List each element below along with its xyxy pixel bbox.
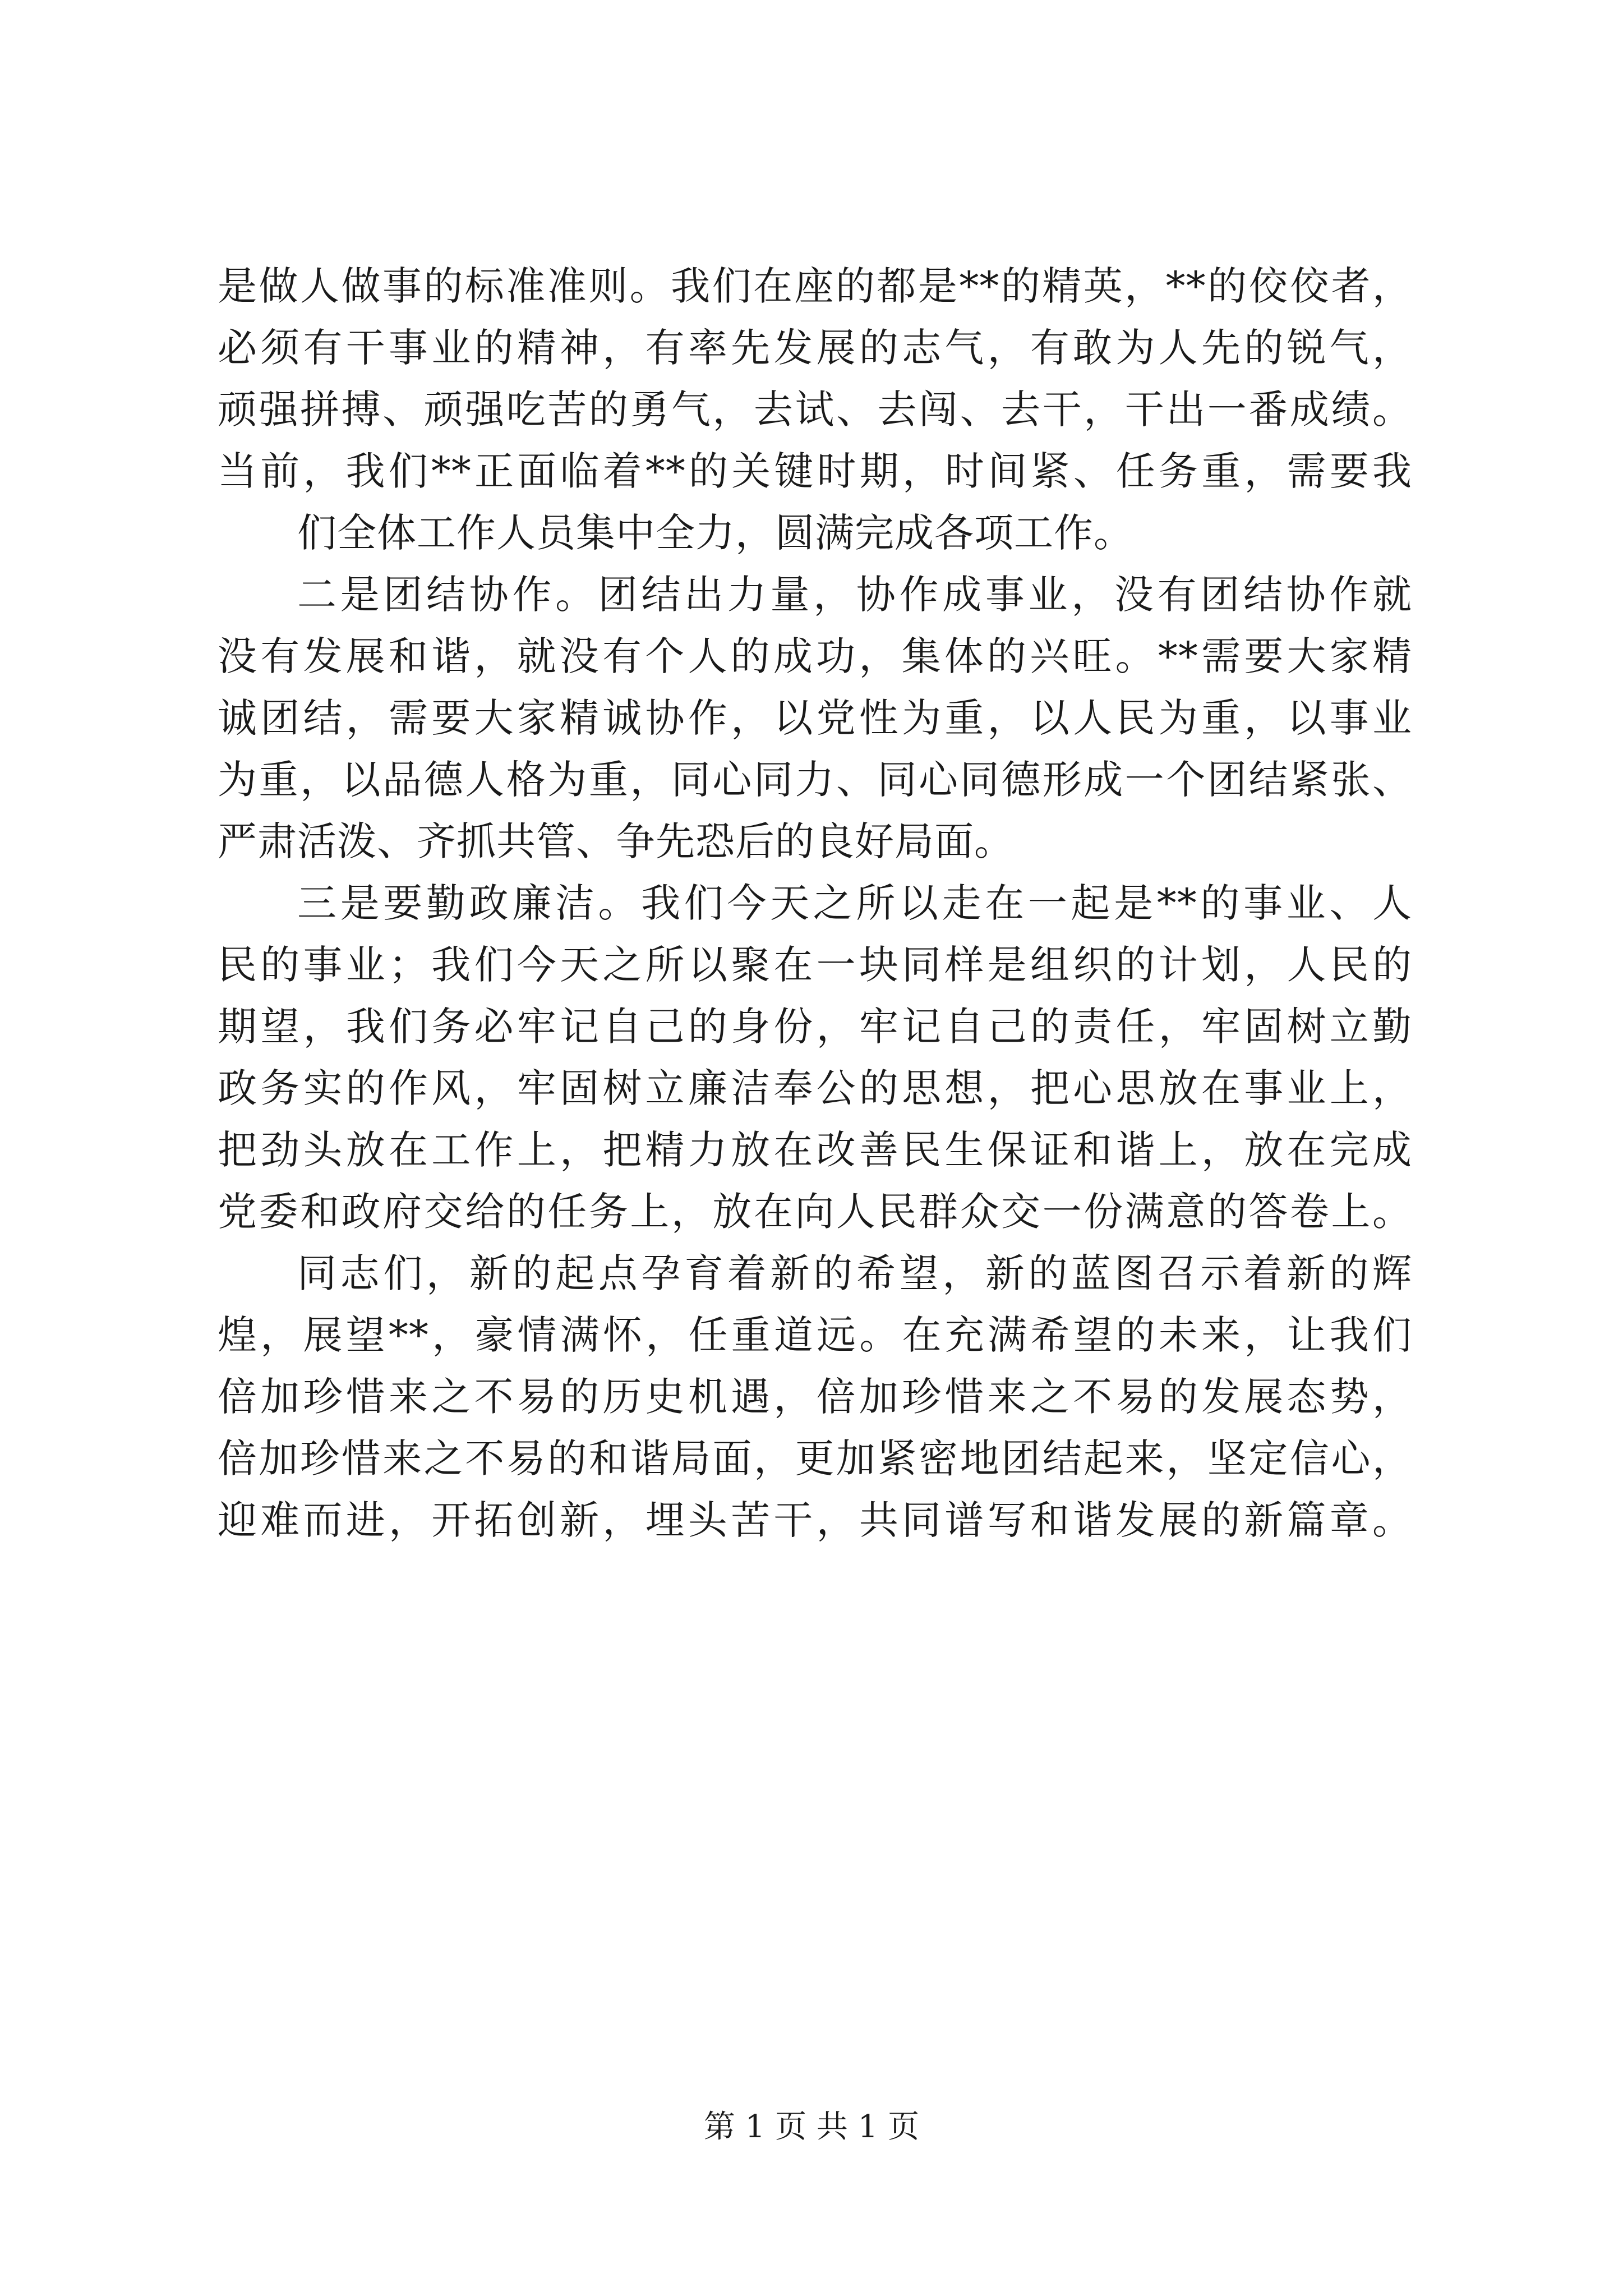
text-line: 是做人做事的标准准则。我们在座的都是**的精英，**的佼佼者， [218,263,1412,309]
text-line: 严肃活泼、齐抓共管、争先恐后的良好局面。 [218,818,1014,864]
page-number-footer: 第 1 页 共 1 页 [703,2109,920,2145]
text-line: 为重，以品德人格为重，同心同力、同心同德形成一个团结紧张、 [218,757,1412,803]
text-line: 倍加珍惜来之不易的历史机遇，倍加珍惜来之不易的发展态势， [218,1374,1412,1420]
text-line: 倍加珍惜来之不易的和谐局面，更加紧密地团结起来，坚定信心， [218,1435,1412,1481]
text-line: 煌，展望**，豪情满怀，任重道远。在充满希望的未来，让我们 [218,1312,1412,1358]
text-line: 党委和政府交给的任务上，放在向人民群众交一份满意的答卷上。 [218,1189,1412,1235]
text-line: 没有发展和谐，就没有个人的成功，集体的兴旺。**需要大家精 [218,633,1412,679]
document-body [218,255,1412,1551]
text-line: 迎难而进，开拓创新，埋头苦干，共同谱写和谐发展的新篇章。 [218,1497,1412,1543]
paragraph-start-line: 三是要勤政廉洁。我们今天之所以走在一起是**的事业、人 [297,880,1412,926]
text-line: 期望，我们务必牢记自己的身份，牢记自己的责任，牢固树立勤 [218,1004,1412,1050]
text-line: 民的事业；我们今天之所以聚在一块同样是组织的计划，人民的 [218,942,1412,988]
text-line: 当前，我们**正面临着**的关键时期，时间紧、任务重，需要我 [218,448,1412,494]
text-line: 诚团结，需要大家精诚协作，以党性为重，以人民为重，以事业 [218,695,1412,741]
paragraph-start-line: 二是团结协作。团结出力量，协作成事业，没有团结协作就 [297,572,1412,618]
text-line: 必须有干事业的精神，有率先发展的志气，有敢为人先的锐气， [218,325,1412,371]
text-line: 政务实的作风，牢固树立廉洁奉公的思想，把心思放在事业上， [218,1065,1412,1111]
paragraph-start-line: 同志们，新的起点孕育着新的希望，新的蓝图召示着新的辉 [297,1250,1412,1296]
text-line: 们全体工作人员集中全力，圆满完成各项工作。 [297,510,1133,556]
text-line: 顽强拼搏、顽强吃苦的勇气，去试、去闯、去干，干出一番成绩。 [218,386,1412,432]
text-line: 把劲头放在工作上，把精力放在改善民生保证和谐上，放在完成 [218,1127,1412,1173]
